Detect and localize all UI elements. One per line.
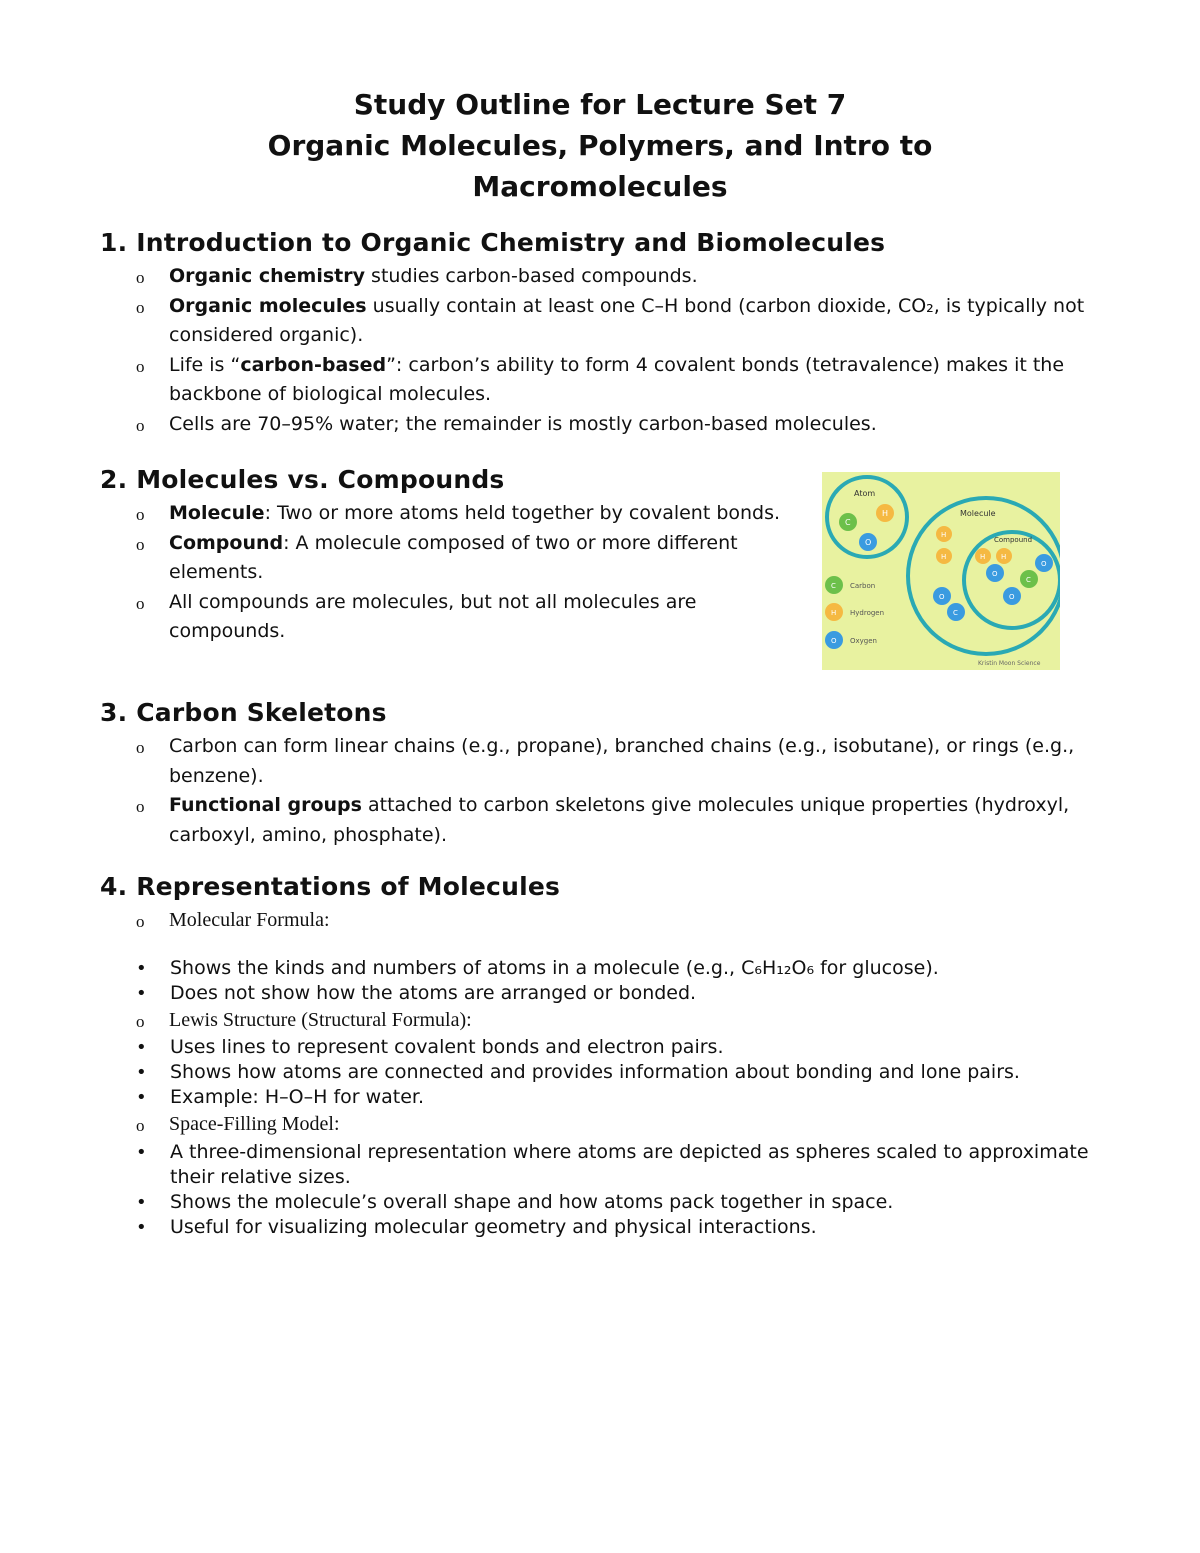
item-text: usually contain at least one C–H bond (carbon dioxide, CO₂, is typically not considered organic). xyxy=(169,294,1085,346)
atom-letter: H xyxy=(941,553,947,561)
atom-letter: O xyxy=(831,637,837,645)
atom-letter: H xyxy=(882,509,889,518)
bold-term: Organic chemistry xyxy=(169,265,365,287)
section-heading: 4. Representations of Molecules xyxy=(100,872,561,901)
section-carbon-skeletons xyxy=(100,698,1100,850)
legend-oxygen: Oxygen xyxy=(850,637,877,645)
sub-bullet-marker: • xyxy=(136,1141,147,1163)
compound-label: Compound xyxy=(994,536,1033,544)
list-item xyxy=(100,906,1100,1006)
bullet-marker: o xyxy=(136,415,145,435)
sub-list-item xyxy=(100,1085,1100,1110)
bullet-marker: o xyxy=(136,797,145,816)
bullet-list xyxy=(100,262,1100,439)
bullet-marker: o xyxy=(136,356,145,376)
sub-bullet-marker: • xyxy=(136,1037,147,1058)
list-item xyxy=(100,791,1100,850)
title-line-1: Study Outline for Lecture Set 7 xyxy=(353,88,847,121)
item-text: Example: H–O–H for water. xyxy=(170,1086,425,1108)
item-text: studies carbon-based compounds. xyxy=(365,265,698,287)
atom-letter: O xyxy=(939,593,945,601)
item-text: All compounds are molecules, but not all molecules are compounds. xyxy=(169,590,697,642)
bold-term: Functional groups xyxy=(169,794,362,816)
atom-letter: O xyxy=(1009,593,1015,601)
item-text: Uses lines to represent covalent bonds and electron pairs. xyxy=(170,1036,724,1058)
section-heading: 3. Carbon Skeletons xyxy=(100,698,387,727)
atom-letter: H xyxy=(1001,553,1007,561)
list-item xyxy=(100,262,1100,292)
section-heading: 2. Molecules vs. Compounds xyxy=(100,465,505,494)
atom-label: Atom xyxy=(854,489,876,498)
item-text: ”: carbon’s ability to form 4 covalent bonds (tetravalence) makes it the backbone of biological molecules. xyxy=(169,353,1065,405)
atom-letter: O xyxy=(865,538,872,547)
item-text: : A molecule composed of two or more different elements. xyxy=(169,531,738,583)
sub-list-item xyxy=(100,1190,1100,1215)
section-heading: 1. Introduction to Organic Chemistry and Biomolecules xyxy=(100,228,886,257)
bullet-marker: o xyxy=(136,534,145,554)
sub-list-item xyxy=(100,1035,1100,1060)
atom-letter: C xyxy=(845,518,851,527)
item-text: Shows how atoms are connected and provides information about bonding and lone pairs. xyxy=(170,1061,1020,1083)
bullet-marker: o xyxy=(136,912,145,931)
atom-letter: H xyxy=(980,553,986,561)
item-label: Lewis Structure (Structural Formula): xyxy=(169,1008,472,1031)
sub-list-item xyxy=(100,981,1100,1006)
section-introduction xyxy=(100,228,1100,439)
sub-list-item xyxy=(100,956,1100,981)
list-item xyxy=(100,410,1100,440)
spacer xyxy=(169,936,1100,956)
bold-term: Compound xyxy=(169,531,284,554)
sub-list-item xyxy=(100,1215,1100,1240)
item-label: Space-Filling Model: xyxy=(169,1113,340,1135)
item-text: Cells are 70–95% water; the remainder is mostly carbon-based molecules. xyxy=(169,412,877,435)
document-title xyxy=(100,84,1100,207)
atom-letter: H xyxy=(831,609,837,617)
bold-term: carbon-based xyxy=(240,353,387,376)
atom-letter: C xyxy=(831,582,836,590)
bullet-list xyxy=(100,906,1100,1240)
bullet-marker: o xyxy=(136,593,145,613)
sub-bullet-marker: • xyxy=(136,1062,147,1083)
item-label: Molecular Formula: xyxy=(169,909,330,931)
item-text: A three-dimensional representation where atoms are depicted as spheres scaled to approximate their relative sizes. xyxy=(170,1140,1089,1188)
list-item xyxy=(100,529,800,588)
list-item xyxy=(100,351,1100,410)
sub-bullet-marker: • xyxy=(136,982,147,1004)
atom-letter: C xyxy=(1026,576,1031,584)
atom-letter: H xyxy=(941,531,947,539)
sub-list-item xyxy=(100,1140,1100,1190)
sub-bullet-marker: • xyxy=(136,1216,147,1238)
atom-letter: O xyxy=(1041,560,1047,568)
item-text: Shows the kinds and numbers of atoms in a molecule (e.g., C₆H₁₂O₆ for glucose). xyxy=(170,956,939,979)
legend-hydrogen: Hydrogen xyxy=(850,609,885,617)
legend-carbon: Carbon xyxy=(850,582,876,590)
item-text: Useful for visualizing molecular geometry and physical interactions. xyxy=(170,1215,817,1238)
item-text: Shows the molecule’s overall shape and how atoms pack together in space. xyxy=(170,1190,894,1213)
bullet-marker: o xyxy=(136,1116,145,1135)
sub-list xyxy=(100,1035,1100,1110)
item-text: : Two or more atoms held together by covalent bonds. xyxy=(264,502,781,524)
section-molecules-vs-compounds xyxy=(100,465,800,647)
sub-bullet-marker: • xyxy=(136,1087,147,1108)
sub-list xyxy=(100,956,1100,1006)
bold-term: Organic molecules xyxy=(169,294,367,317)
item-text: Life is “ xyxy=(169,353,241,376)
item-text: attached to carbon skeletons give molecules unique properties (hydroxyl, carboxyl, amino, phosphate). xyxy=(169,794,1070,846)
atom-letter: O xyxy=(992,570,998,578)
section-representations xyxy=(100,872,1100,1240)
list-item xyxy=(100,292,1100,351)
bullet-list xyxy=(100,499,800,647)
bullet-marker: o xyxy=(136,505,145,524)
bullet-marker: o xyxy=(136,738,145,757)
title-line-2: Organic Molecules, Polymers, and Intro to xyxy=(267,129,933,162)
list-item xyxy=(100,1006,1100,1111)
list-item xyxy=(100,499,800,529)
list-item xyxy=(100,588,800,647)
atom-molecule-compound-diagram xyxy=(822,472,1060,670)
sub-list xyxy=(100,1140,1100,1240)
item-text: Does not show how the atoms are arranged or bonded. xyxy=(170,981,697,1004)
item-text: Carbon can form linear chains (e.g., propane), branched chains (e.g., isobutane), or rings (e.g., benzene). xyxy=(169,735,1075,787)
bold-term: Molecule xyxy=(169,502,265,524)
bullet-marker: o xyxy=(136,268,145,287)
molecule-label: Molecule xyxy=(960,509,996,518)
sub-bullet-marker: • xyxy=(136,957,147,979)
bullet-marker: o xyxy=(136,297,145,317)
title-line-3: Macromolecules xyxy=(472,170,728,203)
list-item xyxy=(100,732,1100,791)
sub-list-item xyxy=(100,1060,1100,1085)
bullet-marker: o xyxy=(136,1011,145,1031)
sub-bullet-marker: • xyxy=(136,1191,147,1213)
atom-letter: C xyxy=(953,609,958,617)
diagram-credit: Kristin Moon Science xyxy=(978,660,1041,667)
bullet-list xyxy=(100,732,1100,850)
list-item xyxy=(100,1110,1100,1240)
